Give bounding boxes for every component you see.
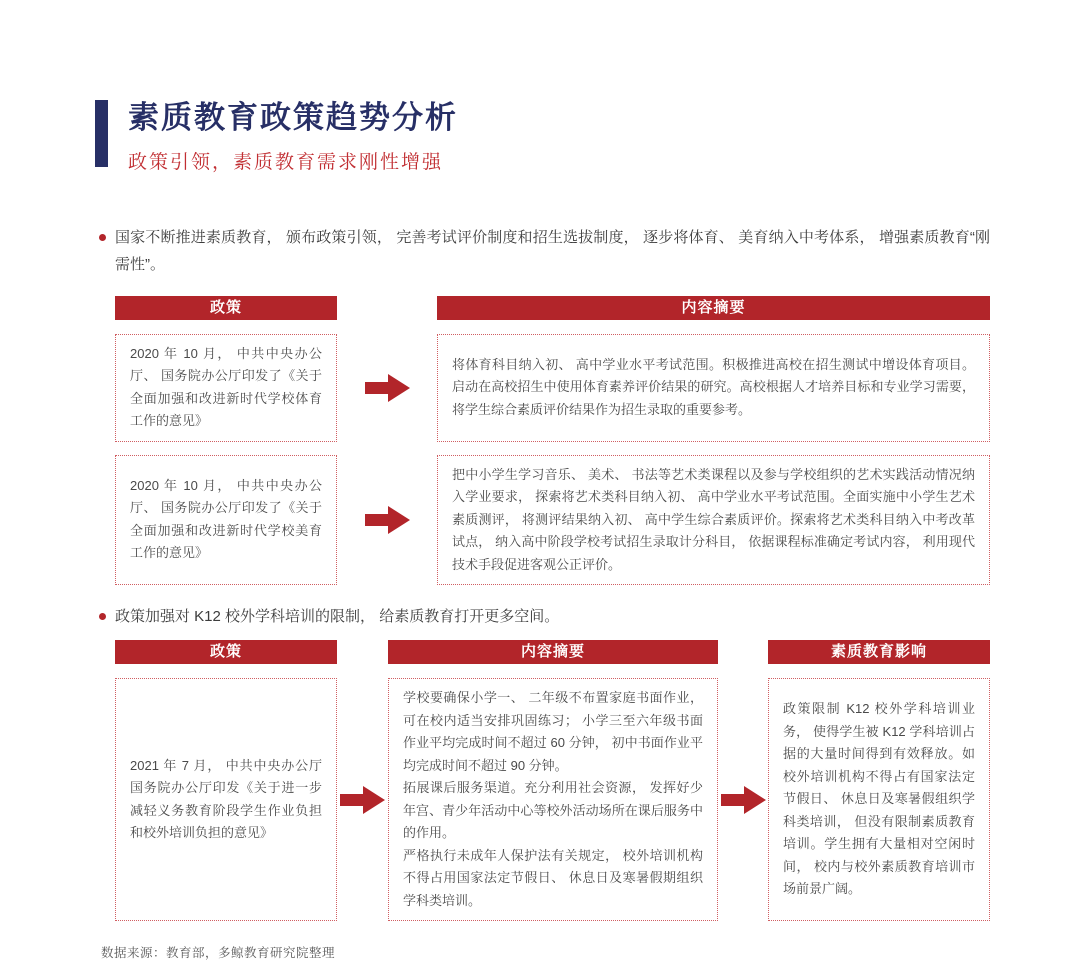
arrow-right-icon (365, 373, 410, 403)
arrow-cell (337, 455, 437, 586)
arrow-cell (718, 678, 768, 921)
table1-header-row (115, 296, 990, 320)
table2-header-impact: 素质教育影响 (768, 640, 990, 664)
policy-table-2 (115, 640, 990, 921)
page-title: 素质教育政策趋势分析 (128, 100, 458, 135)
summary-paragraph: 拓展课后服务渠道。充分利用社会资源， 发挥好少年宫、青少年活动中心等校外活动场所在课后服务中的作用。 (403, 780, 703, 841)
policy-cell-sports: 2020 年 10 月， 中共中央办公厅、 国务院办公厅印发了《关于全面加强和改进新时代学校体育工作的意见》 (115, 334, 337, 442)
arrow-right-icon (340, 785, 385, 815)
table2-header-summary: 内容摘要 (388, 640, 718, 664)
page-content (95, 100, 990, 961)
section2-bullet-text: 政策加强对 K12 校外学科培训的限制， 给素质教育打开更多空间。 (115, 608, 560, 626)
section-exam-policy (95, 224, 990, 586)
summary-cell-arts: 把中小学生学习音乐、 美术、 书法等艺术类课程以及参与学校组织的艺术实践活动情况纳入学业要求， 探索将艺术类科目纳入初、 高中学业水平考试范围。全面实施中小学生艺术素质测评， 将测评结果纳入初、 高中学生综合素质评价。探索将艺术类科目纳入中考改革试点， 纳入高中阶段学校考试招生录取计分科目， 依据课程标准确定考试内容， 利用现代技术手段促进客观公正评价。 (437, 455, 990, 586)
bullet-dot-icon (99, 234, 106, 241)
table1-header-summary: 内容摘要 (437, 296, 990, 320)
impact-cell: 政策限制 K12 校外学科培训业务， 使得学生被 K12 学科培训占据的大量时间得到有效释放。如校外培训机构不得占有国家法定节假日、 休息日及寒暑假组织学科类培训， 但没有限制素质教育培训。学生拥有大量相对空闲时间， 校内与校外素质教育培训市场前景广阔。 (768, 678, 990, 921)
table1-header-policy: 政策 (115, 296, 337, 320)
table-row (115, 334, 990, 442)
summary-paragraph: 学校要确保小学一、 二年级不布置家庭书面作业， 可在校内适当安排巩固练习； 小学三至六年级书面作业平均完成时间不超过 60 分钟， 初中书面作业平均完成时间不超过 90 分钟。 (403, 690, 703, 773)
page-subtitle: 政策引领，素质教育需求刚性增强 (128, 151, 444, 173)
arrow-cell (337, 678, 388, 921)
section2-bullet (95, 603, 990, 630)
title-accent-bar (95, 100, 108, 167)
table-row (115, 678, 990, 921)
summary-cell-sports: 将体育科目纳入初、 高中学业水平考试范围。积极推进高校在招生测试中增设体育项目。启动在高校招生中使用体育素养评价结果的研究。高校根据人才培养目标和专业学习需要， 将学生综合素质评价结果作为招生录取的重要参考。 (437, 334, 990, 442)
title-text (128, 100, 458, 174)
section1-bullet (95, 224, 990, 278)
bullet-dot-icon (99, 613, 106, 620)
data-source-note: 数据来源：教育部，多鲸教育研究院整理 (101, 946, 336, 961)
policy-table-1 (115, 296, 990, 586)
arrow-right-icon (365, 505, 410, 535)
table1-header-gap (337, 296, 437, 320)
section1-bullet-text: 国家不断推进素质教育， 颁布政策引领， 完善考试评价制度和招生选拔制度， 逐步将体育、 美育纳入中考体系， 增强素质教育“刚需性”。 (115, 228, 990, 273)
policy-cell-double-reduction: 2021 年 7 月， 中共中央办公厅国务院办公厅印发《关于进一步减轻义务教育阶段学生作业负担和校外培训负担的意见》 (115, 678, 337, 921)
arrow-cell (337, 334, 437, 442)
table2-header-gap (718, 640, 768, 664)
table2-header-gap (337, 640, 388, 664)
table-row (115, 455, 990, 586)
policy-cell-arts: 2020 年 10 月， 中共中央办公厅、 国务院办公厅印发了《关于全面加强和改进新时代学校美育工作的意见》 (115, 455, 337, 586)
table2-header-row (115, 640, 990, 664)
table2-header-policy: 政策 (115, 640, 337, 664)
summary-cell-double-reduction (388, 678, 718, 921)
summary-paragraph: 严格执行未成年人保护法有关规定， 校外培训机构不得占用国家法定节假日、 休息日及寒暑假期组织学科类培训。 (403, 847, 703, 908)
arrow-right-icon (721, 785, 766, 815)
title-block (95, 100, 990, 174)
section-k12-restriction (95, 603, 990, 921)
